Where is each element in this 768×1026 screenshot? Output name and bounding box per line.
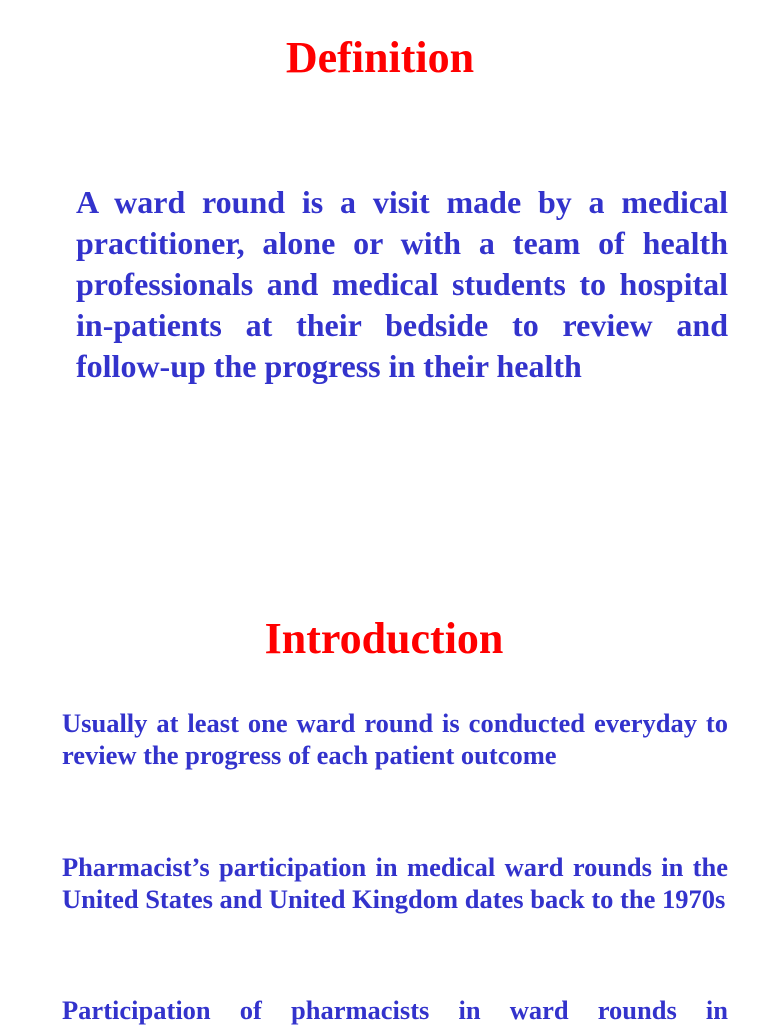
introduction-heading: Introduction	[264, 614, 504, 663]
introduction-paragraph-1: Usually at least one ward round is conducted everyday to review the progress of each patient outcome	[62, 708, 728, 770]
introduction-paragraph-2: Pharmacist’s participation in medical ward rounds in the United States and United Kingdom dates back to the 1970s	[62, 852, 728, 914]
definition-paragraph: A ward round is a visit made by a medical practitioner, alone or with a team of health professionals and medical students to hospital in-patients at their bedside to review and follow-up the progress in their health	[76, 184, 728, 384]
definition-heading: Definition	[285, 33, 475, 82]
introduction-paragraph-3: Participation of pharmacists in ward rounds in	[62, 995, 728, 1025]
